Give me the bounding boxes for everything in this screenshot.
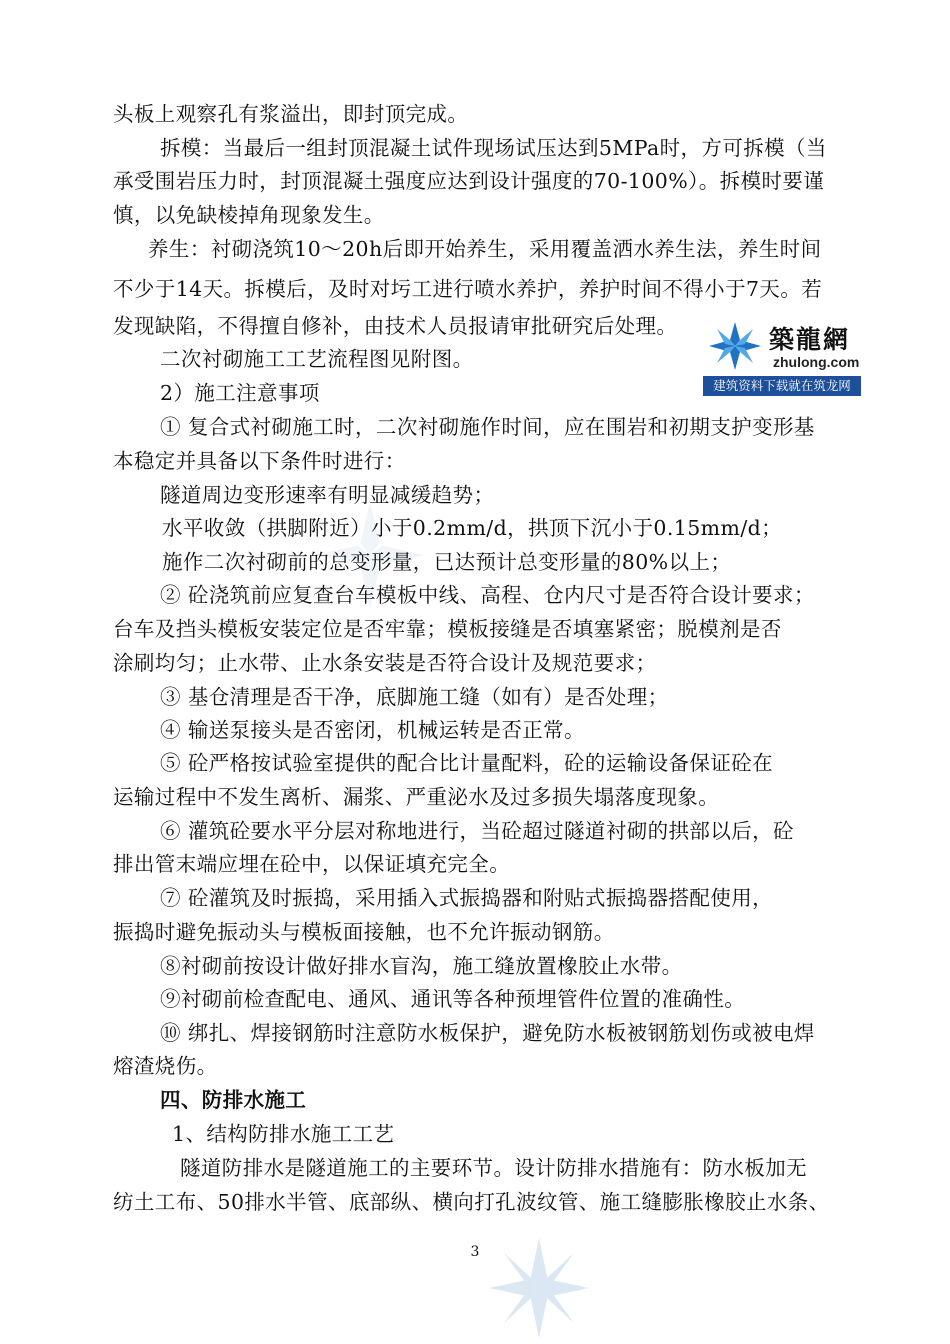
- text-line-3: 承受围岩压力时，封顶混凝土强度应达到设计强度的70-100%）。拆模时要谨: [113, 169, 825, 193]
- text-line-20: ⑤ 砼严格按试验室提供的配合比计量配料，砼的运输设备保证砼在: [160, 751, 774, 775]
- text-line-1: 头板上观察孔有浆溢出，即封顶完成。: [113, 102, 469, 126]
- text-line-18: ③ 基仓清理是否干净，底脚施工缝（如有）是否处理；: [160, 685, 669, 709]
- logo-slogan: 建筑资料下载就在筑龙网: [703, 376, 861, 396]
- logo-domain: zhulong.com: [773, 354, 860, 370]
- zhulong-logo: [703, 318, 861, 396]
- text-line-29: 熔渣烧伤。: [113, 1054, 218, 1078]
- text-line-11: 本稳定并具备以下条件时进行：: [113, 449, 406, 473]
- text-line-17: 涂刷均匀；止水带、止水条安装是否符合设计及规范要求；: [113, 651, 657, 675]
- text-line-7: 发现缺陷，不得擅自修补，由技术人员报请审批研究后处理。: [113, 314, 678, 338]
- text-line-22: ⑥ 灌筑砼要水平分层对称地进行，当砼超过隧道衬砌的拱部以后，砼: [160, 819, 794, 843]
- text-line-25: 振捣时避免振动头与模板面接触，也不允许振动钢筋。: [113, 920, 615, 944]
- text-line-6: 不少于14天。拆模后，及时对圬工进行喷水养护，养护时间不得小于7天。若: [113, 277, 823, 301]
- text-line-19: ④ 输送泵接头是否密闭，机械运转是否正常。: [160, 718, 585, 742]
- text-line-16: 台车及挡头模板安装定位是否牢靠；模板接缝是否填塞紧密；脱模剂是否: [113, 617, 782, 641]
- text-line-28: ⑩ 绑扎、焊接钢筋时注意防水板保护，避免防水板被钢筋划伤或被电焊: [160, 1021, 815, 1045]
- text-line-33: 纺土工布、50排水半管、底部纵、横向打孔波纹管、施工缝膨胀橡胶止水条、: [113, 1190, 830, 1214]
- text-line-13: 水平收敛（拱脚附近）小于0.2mm/d，拱顶下沉小于0.15mm/d；: [162, 516, 783, 540]
- text-line-2: 拆模：当最后一组封顶混凝土试件现场试压达到5MPa时，方可拆模（当: [160, 136, 827, 160]
- watermark-snowflake-icon: [487, 1236, 591, 1340]
- logo-snowflake-icon: [705, 320, 765, 372]
- section-heading: 四、防排水施工: [160, 1088, 307, 1112]
- subsection-heading: 1、结构防排水施工工艺: [172, 1122, 395, 1146]
- text-line-5: 养生：衬砌浇筑10～20h后即开始养生，采用覆盖洒水养生法，养生时间: [148, 237, 822, 261]
- page-number: 3: [470, 1244, 480, 1260]
- text-line-32: 隧道防排水是隧道施工的主要环节。设计防排水措施有：防水板加无: [180, 1156, 807, 1180]
- text-line-4: 慎，以免缺棱掉角现象发生。: [113, 203, 385, 227]
- text-line-15: ② 砼浇筑前应复查台车模板中线、高程、仓内尺寸是否符合设计要求；: [160, 583, 815, 607]
- text-line-14: 施作二次衬砌前的总变形量，已达预计总变形量的80%以上；: [162, 550, 732, 574]
- text-line-23: 排出管末端应埋在砼中，以保证填充完全。: [113, 852, 511, 876]
- text-line-24: ⑦ 砼灌筑及时振捣，采用插入式振捣器和附贴式振捣器搭配使用，: [160, 886, 774, 910]
- text-line-8: 二次衬砌施工工艺流程图见附图。: [160, 347, 474, 371]
- text-line-12: 隧道周边变形速率有明显减缓趋势；: [160, 483, 495, 507]
- logo-chinese-name: 築龍網: [769, 325, 851, 354]
- text-line-21: 运输过程中不发生离析、漏浆、严重泌水及过多损失塌落度现象。: [113, 785, 720, 809]
- text-line-10: ① 复合式衬砌施工时，二次衬砌施作时间，应在围岩和初期支护变形基: [160, 415, 815, 439]
- text-line-9: 2）施工注意事项: [160, 381, 320, 405]
- text-line-27: ⑨衬砌前检查配电、通风、通讯等各种预埋管件位置的准确性。: [160, 987, 746, 1011]
- text-line-26: ⑧衬砌前按设计做好排水盲沟，施工缝放置橡胶止水带。: [160, 954, 683, 978]
